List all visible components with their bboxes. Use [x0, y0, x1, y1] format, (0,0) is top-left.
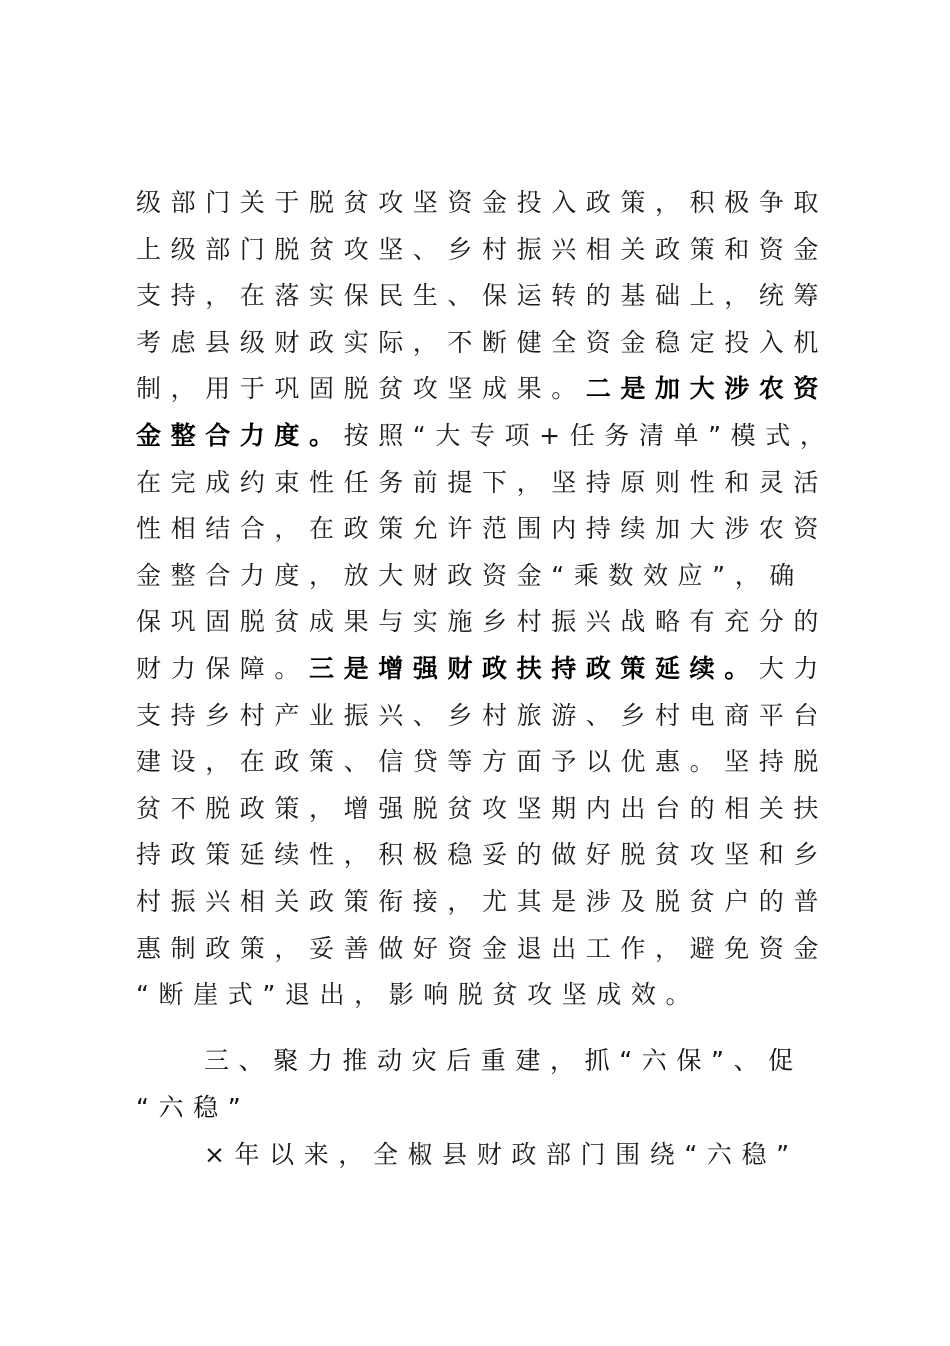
text-line: 建设，在政策、信贷等方面予以优惠。坚持脱: [136, 747, 829, 777]
text-line: 惠制政策，妥善做好资金退出工作，避免资金: [136, 933, 829, 963]
body-paragraph: [136, 180, 836, 1019]
bold-point-two-cont: 金整合力度。: [136, 420, 344, 450]
text-line: 上级部门脱贫攻坚、乡村振兴相关政策和资金: [136, 234, 829, 264]
bold-point-three: 三是增强财政扶持政策延续。: [309, 653, 759, 683]
text-line: ×年以来，全椒县财政部门围绕“六稳”: [204, 1140, 799, 1169]
next-paragraph: [136, 1132, 836, 1179]
section-heading: [136, 1038, 836, 1131]
text-line: “断崖式”退出，影响脱贫攻坚成效。: [136, 980, 701, 1010]
text-run: 按照“大专项+任务清单”模式，: [343, 420, 835, 450]
heading-line: “六稳”: [136, 1092, 251, 1122]
text-run: 大力: [758, 653, 829, 683]
text-line: 保巩固脱贫成果与实施乡村振兴战略有充分的: [136, 607, 829, 637]
text-run: 制，用于巩固脱贫攻坚成果。: [136, 374, 586, 404]
text-line: 金整合力度，放大财政资金“乘数效应”，确: [136, 560, 804, 590]
text-line: 村振兴相关政策衔接，尤其是涉及脱贫户的普: [136, 886, 829, 916]
heading-line: 三、聚力推动灾后重建，抓“六保”、促: [204, 1046, 803, 1075]
text-line: 考虑县级财政实际，不断健全资金稳定投入机: [136, 327, 829, 357]
text-line: 支持，在落实保民生、保运转的基础上，统筹: [136, 281, 829, 311]
text-line: [136, 646, 836, 693]
text-line: 性相结合，在政策允许范围内持续加大涉农资: [136, 514, 829, 544]
text-line: 在完成约束性任务前提下，坚持原则性和灵活: [136, 467, 829, 497]
text-line: [136, 413, 836, 460]
bold-point-two: 二是加大涉农资: [585, 374, 829, 404]
text-line: 持政策延续性，积极稳妥的做好脱贫攻坚和乡: [136, 840, 829, 870]
text-line: 支持乡村产业振兴、乡村旅游、乡村电商平台: [136, 700, 829, 730]
text-line: [136, 366, 836, 413]
text-run: 财力保障。: [136, 653, 310, 683]
text-line: 贫不脱政策，增强脱贫攻坚期内出台的相关扶: [136, 793, 829, 823]
text-line: 级部门关于脱贫攻坚资金投入政策，积极争取: [136, 188, 829, 217]
